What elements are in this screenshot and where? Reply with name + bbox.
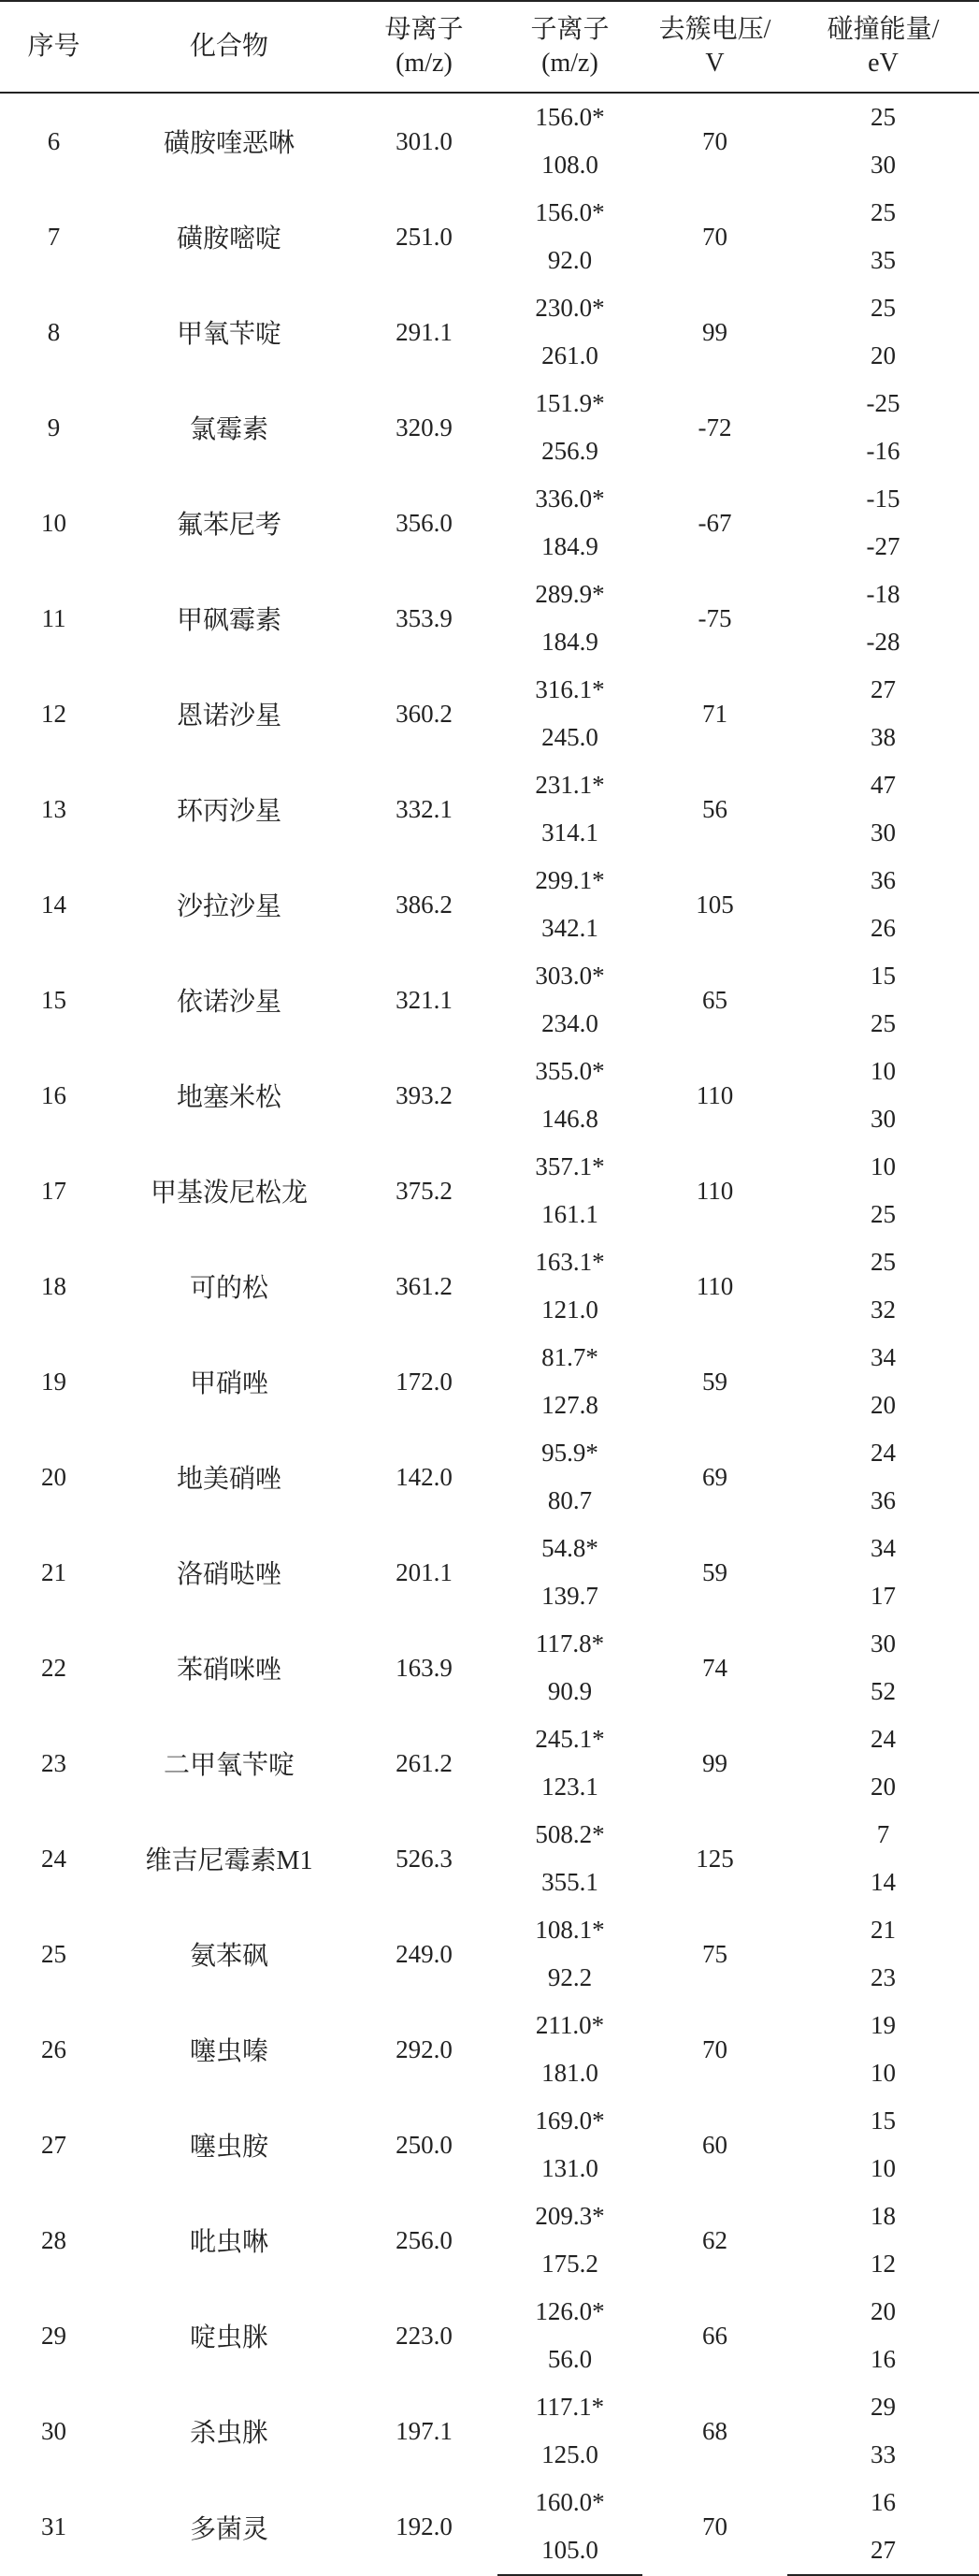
collision-energy-2: 20 — [871, 1391, 896, 1419]
collision-energy-2: 17 — [871, 1582, 896, 1610]
table-row — [0, 284, 979, 332]
declustering-potential: 70 — [702, 2512, 727, 2540]
table-row — [0, 189, 979, 237]
compound-name: 磺胺嘧啶 — [176, 224, 281, 253]
table-row — [0, 666, 979, 714]
collision-energy-1: 34 — [871, 1534, 896, 1562]
compound-name: 地美硝唑 — [176, 1465, 281, 1494]
row-number: 13 — [41, 794, 66, 823]
product-ion-qual: 355.1 — [541, 1868, 598, 1896]
compound-name: 甲砜霉素 — [176, 606, 281, 635]
declustering-potential: 70 — [702, 126, 727, 155]
product-ion-quant: 169.0* — [535, 2106, 605, 2135]
collision-energy-2: -27 — [866, 532, 900, 560]
collision-energy-1: 20 — [871, 2297, 896, 2325]
row-number: 11 — [41, 603, 66, 632]
collision-energy-1: 25 — [871, 294, 896, 322]
collision-energy-2: 20 — [871, 341, 896, 369]
row-number: 16 — [41, 1080, 66, 1109]
table-row — [0, 2479, 979, 2526]
product-ion-qual: 184.9 — [541, 532, 598, 560]
table-body — [0, 93, 979, 2575]
parent-ion: 356.0 — [396, 508, 453, 537]
product-ion-quant: 117.1* — [535, 2393, 605, 2421]
declustering-potential: 75 — [702, 1939, 727, 1968]
compound-name: 甲基泼尼松龙 — [150, 1179, 308, 1208]
table-row — [0, 761, 979, 809]
product-ion-qual: 131.0 — [541, 2154, 598, 2182]
collision-energy-2: 26 — [871, 914, 896, 942]
product-ion-qual: 90.9 — [547, 1677, 593, 1705]
compound-name: 噻虫嗪 — [189, 2037, 268, 2066]
table-row — [0, 2288, 979, 2336]
declustering-potential: 105 — [696, 890, 734, 919]
header-product-ion-line1: 子离子 — [530, 15, 610, 44]
collision-energy-2: 14 — [871, 1868, 896, 1896]
row-number: 7 — [47, 222, 61, 251]
table-row — [0, 1143, 979, 1191]
compound-name: 杀虫脒 — [189, 2419, 268, 2448]
collision-energy-2: 20 — [871, 1773, 896, 1801]
product-ion-quant: 299.1* — [535, 866, 605, 894]
parent-ion: 223.0 — [396, 2321, 453, 2350]
collision-energy-2: 16 — [871, 2345, 896, 2373]
row-number: 21 — [41, 1557, 66, 1586]
row-number: 29 — [41, 2321, 66, 2350]
header-ce-line1: 碰撞能量/ — [827, 15, 940, 44]
product-ion-qual: 245.0 — [541, 723, 598, 751]
product-ion-qual: 92.2 — [547, 1963, 593, 1991]
table-row — [0, 475, 979, 523]
row-number: 8 — [47, 317, 61, 346]
collision-energy-2: 10 — [871, 2059, 896, 2087]
compound-name: 啶虫脒 — [189, 2323, 268, 2352]
table-row — [0, 2383, 979, 2431]
row-number: 26 — [41, 2034, 66, 2063]
row-number: 15 — [41, 985, 66, 1014]
collision-energy-1: 18 — [871, 2202, 896, 2230]
row-number: 25 — [41, 1939, 66, 1968]
declustering-potential: 110 — [696, 1176, 734, 1205]
collision-energy-2: 27 — [787, 2526, 979, 2575]
table-row — [0, 93, 979, 141]
parent-ion: 386.2 — [396, 890, 453, 919]
parent-ion: 321.1 — [396, 985, 453, 1014]
collision-energy-2: 33 — [871, 2440, 896, 2468]
product-ion-qual: 108.0 — [541, 151, 598, 179]
product-ion-qual: 121.0 — [541, 1295, 598, 1324]
parent-ion: 526.3 — [396, 1844, 453, 1873]
product-ion-quant: 316.1* — [535, 675, 605, 703]
product-ion-qual: 139.7 — [541, 1582, 598, 1610]
row-number: 12 — [41, 699, 66, 728]
header-dp-line2: V — [705, 49, 725, 78]
declustering-potential: -67 — [698, 508, 732, 537]
collision-energy-1: 24 — [871, 1725, 896, 1753]
table-row — [0, 1525, 979, 1572]
parent-ion: 250.0 — [396, 2130, 453, 2159]
parent-ion: 320.9 — [396, 412, 453, 441]
product-ion-qual: 125.0 — [541, 2440, 598, 2468]
product-ion-qual: 234.0 — [541, 1009, 598, 1037]
collision-energy-1: 7 — [876, 1820, 890, 1848]
collision-energy-1: -25 — [866, 389, 900, 417]
declustering-potential: 59 — [702, 1557, 727, 1586]
parent-ion: 201.1 — [396, 1557, 453, 1586]
table-row — [0, 2002, 979, 2049]
parent-ion: 393.2 — [396, 1080, 453, 1109]
table-row — [0, 1715, 979, 1763]
header-product-ion — [497, 1, 642, 93]
declustering-potential: 110 — [696, 1271, 734, 1300]
product-ion-qual: 105.0 — [497, 2526, 642, 2575]
row-number: 6 — [47, 126, 61, 155]
product-ion-quant: 211.0* — [535, 2011, 605, 2039]
product-ion-qual: 181.0 — [541, 2059, 598, 2087]
compound-name: 依诺沙星 — [176, 988, 281, 1017]
product-ion-qual: 146.8 — [541, 1105, 598, 1133]
collision-energy-1: 36 — [871, 866, 896, 894]
header-declustering-potential — [642, 1, 787, 93]
row-number: 17 — [41, 1176, 66, 1205]
collision-energy-1: 19 — [871, 2011, 896, 2039]
parent-ion: 197.1 — [396, 2416, 453, 2445]
table-row — [0, 952, 979, 1000]
declustering-potential: 60 — [702, 2130, 727, 2159]
parent-ion: 332.1 — [396, 794, 453, 823]
declustering-potential: 125 — [696, 1844, 734, 1873]
declustering-potential: 70 — [702, 2034, 727, 2063]
product-ion-quant: 355.0* — [535, 1057, 605, 1085]
table-row — [0, 1238, 979, 1286]
header-parent-ion — [351, 1, 497, 93]
collision-energy-1: 25 — [871, 198, 896, 226]
header-no: 序号 — [0, 1, 108, 93]
collision-energy-1: -18 — [866, 580, 900, 608]
collision-energy-2: 12 — [871, 2250, 896, 2278]
table-row — [0, 2192, 979, 2240]
parent-ion: 261.2 — [396, 1748, 453, 1777]
compound-name: 甲硝唑 — [189, 1369, 268, 1398]
collision-energy-1: 15 — [871, 962, 896, 990]
product-ion-quant: 156.0* — [535, 198, 605, 226]
table-row — [0, 1048, 979, 1095]
product-ion-quant: 156.0* — [535, 103, 605, 131]
parent-ion: 292.0 — [396, 2034, 453, 2063]
product-ion-qual: 184.9 — [541, 628, 598, 656]
header-compound: 化合物 — [108, 1, 351, 93]
compound-name: 噻虫胺 — [189, 2133, 268, 2162]
row-number: 19 — [41, 1367, 66, 1396]
collision-energy-2: 52 — [871, 1677, 896, 1705]
product-ion-qual: 261.0 — [541, 341, 598, 369]
declustering-potential: 59 — [702, 1367, 727, 1396]
collision-energy-1: 25 — [871, 1248, 896, 1276]
collision-energy-2: 25 — [871, 1200, 896, 1228]
row-number: 14 — [41, 890, 66, 919]
collision-energy-1: 24 — [871, 1439, 896, 1467]
header-row — [0, 1, 979, 93]
product-ion-quant: 336.0* — [535, 485, 605, 513]
declustering-potential: 99 — [702, 317, 727, 346]
collision-energy-1: 29 — [871, 2393, 896, 2421]
compound-name: 氯霉素 — [189, 415, 268, 444]
parent-ion: 172.0 — [396, 1367, 453, 1396]
parent-ion: 192.0 — [396, 2512, 453, 2540]
table-row — [0, 1429, 979, 1477]
collision-energy-2: -28 — [866, 628, 900, 656]
declustering-potential: 70 — [702, 222, 727, 251]
row-number: 20 — [41, 1462, 66, 1491]
product-ion-quant: 245.1* — [535, 1725, 605, 1753]
compound-name: 维吉尼霉素M1 — [145, 1846, 313, 1875]
product-ion-quant: 289.9* — [535, 580, 605, 608]
product-ion-quant: 81.7* — [541, 1343, 598, 1371]
product-ion-qual: 175.2 — [541, 2250, 598, 2278]
header-product-ion-line2: (m/z) — [541, 49, 598, 78]
collision-energy-1: 25 — [871, 103, 896, 131]
product-ion-quant: 209.3* — [535, 2202, 605, 2230]
row-number: 10 — [41, 508, 66, 537]
collision-energy-1: -15 — [866, 485, 900, 513]
collision-energy-2: -16 — [866, 437, 900, 465]
header-collision-energy — [787, 1, 979, 93]
collision-energy-2: 32 — [871, 1295, 896, 1324]
compound-name: 洛硝哒唑 — [176, 1560, 281, 1589]
parent-ion: 353.9 — [396, 603, 453, 632]
parent-ion: 249.0 — [396, 1939, 453, 1968]
compound-name: 甲氧苄啶 — [176, 320, 281, 349]
collision-energy-2: 35 — [871, 246, 896, 274]
compound-name: 苯硝咪唑 — [176, 1656, 281, 1685]
product-ion-quant: 126.0* — [535, 2297, 605, 2325]
product-ion-quant: 230.0* — [535, 294, 605, 322]
product-ion-qual: 56.0 — [547, 2345, 593, 2373]
table-row — [0, 2097, 979, 2145]
collision-energy-2: 30 — [871, 151, 896, 179]
header-parent-ion-line1: 母离子 — [384, 15, 464, 44]
table-row — [0, 1811, 979, 1859]
table-row — [0, 1334, 979, 1382]
collision-energy-1: 27 — [871, 675, 896, 703]
declustering-potential: -75 — [698, 603, 732, 632]
compound-name: 可的松 — [189, 1274, 268, 1303]
collision-energy-1: 15 — [871, 2106, 896, 2135]
row-number: 24 — [41, 1844, 66, 1873]
compound-name: 吡虫啉 — [189, 2228, 268, 2257]
product-ion-quant: 54.8* — [541, 1534, 598, 1562]
row-number: 28 — [41, 2225, 66, 2254]
declustering-potential: 74 — [702, 1653, 727, 1682]
table-row — [0, 380, 979, 427]
parent-ion: 142.0 — [396, 1462, 453, 1491]
collision-energy-1: 47 — [871, 771, 896, 799]
compound-name: 多菌灵 — [189, 2514, 268, 2544]
parent-ion: 163.9 — [396, 1653, 453, 1682]
collision-energy-2: 36 — [871, 1486, 896, 1514]
product-ion-quant: 357.1* — [535, 1152, 605, 1180]
table-row — [0, 1906, 979, 1954]
collision-energy-2: 38 — [871, 723, 896, 751]
row-number: 27 — [41, 2130, 66, 2159]
table-row — [0, 571, 979, 618]
header-parent-ion-line2: (m/z) — [396, 49, 453, 78]
compound-name: 沙拉沙星 — [176, 892, 281, 921]
compound-name: 地塞米松 — [176, 1083, 281, 1112]
parent-ion: 291.1 — [396, 317, 453, 346]
product-ion-qual: 123.1 — [541, 1773, 598, 1801]
row-number: 9 — [47, 412, 61, 441]
row-number: 18 — [41, 1271, 66, 1300]
collision-energy-1: 34 — [871, 1343, 896, 1371]
declustering-potential: 66 — [702, 2321, 727, 2350]
declustering-potential: -72 — [698, 412, 732, 441]
collision-energy-1: 30 — [871, 1629, 896, 1657]
compound-name: 氨苯砜 — [189, 1942, 268, 1971]
compound-name: 恩诺沙星 — [176, 702, 281, 731]
row-number: 31 — [41, 2512, 66, 2540]
product-ion-quant: 95.9* — [541, 1439, 598, 1467]
table-header — [0, 1, 979, 93]
row-number: 22 — [41, 1653, 66, 1682]
parent-ion: 375.2 — [396, 1176, 453, 1205]
collision-energy-1: 21 — [871, 1916, 896, 1944]
declustering-potential: 62 — [702, 2225, 727, 2254]
row-number: 30 — [41, 2416, 66, 2445]
parent-ion: 361.2 — [396, 1271, 453, 1300]
header-ce-line2: eV — [868, 49, 899, 78]
compound-name: 磺胺喹恶啉 — [163, 129, 295, 158]
declustering-potential: 68 — [702, 2416, 727, 2445]
product-ion-qual: 314.1 — [541, 818, 598, 847]
table-row — [0, 1620, 979, 1668]
compound-name: 氟苯尼考 — [176, 511, 281, 540]
parent-ion: 301.0 — [396, 126, 453, 155]
parent-ion: 360.2 — [396, 699, 453, 728]
product-ion-qual: 80.7 — [547, 1486, 593, 1514]
table-row — [0, 857, 979, 904]
collision-energy-1: 10 — [871, 1152, 896, 1180]
collision-energy-2: 23 — [871, 1963, 896, 1991]
product-ion-qual: 92.0 — [547, 246, 593, 274]
declustering-potential: 110 — [696, 1080, 734, 1109]
parent-ion: 256.0 — [396, 2225, 453, 2254]
declustering-potential: 99 — [702, 1748, 727, 1777]
product-ion-quant: 508.2* — [535, 1820, 605, 1848]
collision-energy-2: 25 — [871, 1009, 896, 1037]
collision-energy-1: 16 — [871, 2488, 896, 2516]
product-ion-quant: 108.1* — [535, 1916, 605, 1944]
product-ion-quant: 117.8* — [535, 1629, 605, 1657]
product-ion-qual: 256.9 — [541, 437, 598, 465]
row-number: 23 — [41, 1748, 66, 1777]
product-ion-qual: 161.1 — [541, 1200, 598, 1228]
product-ion-quant: 303.0* — [535, 962, 605, 990]
product-ion-quant: 231.1* — [535, 771, 605, 799]
product-ion-quant: 160.0* — [535, 2488, 605, 2516]
declustering-potential: 71 — [702, 699, 727, 728]
collision-energy-2: 30 — [871, 818, 896, 847]
product-ion-quant: 163.1* — [535, 1248, 605, 1276]
product-ion-quant: 151.9* — [535, 389, 605, 417]
collision-energy-2: 30 — [871, 1105, 896, 1133]
declustering-potential: 56 — [702, 794, 727, 823]
collision-energy-1: 10 — [871, 1057, 896, 1085]
product-ion-qual: 127.8 — [541, 1391, 598, 1419]
collision-energy-2: 10 — [871, 2154, 896, 2182]
parent-ion: 251.0 — [396, 222, 453, 251]
declustering-potential: 69 — [702, 1462, 727, 1491]
compound-name: 环丙沙星 — [176, 797, 281, 826]
declustering-potential: 65 — [702, 985, 727, 1014]
compound-name: 二甲氧苄啶 — [163, 1751, 295, 1780]
header-dp-line1: 去簇电压/ — [658, 15, 771, 44]
product-ion-qual: 342.1 — [541, 914, 598, 942]
